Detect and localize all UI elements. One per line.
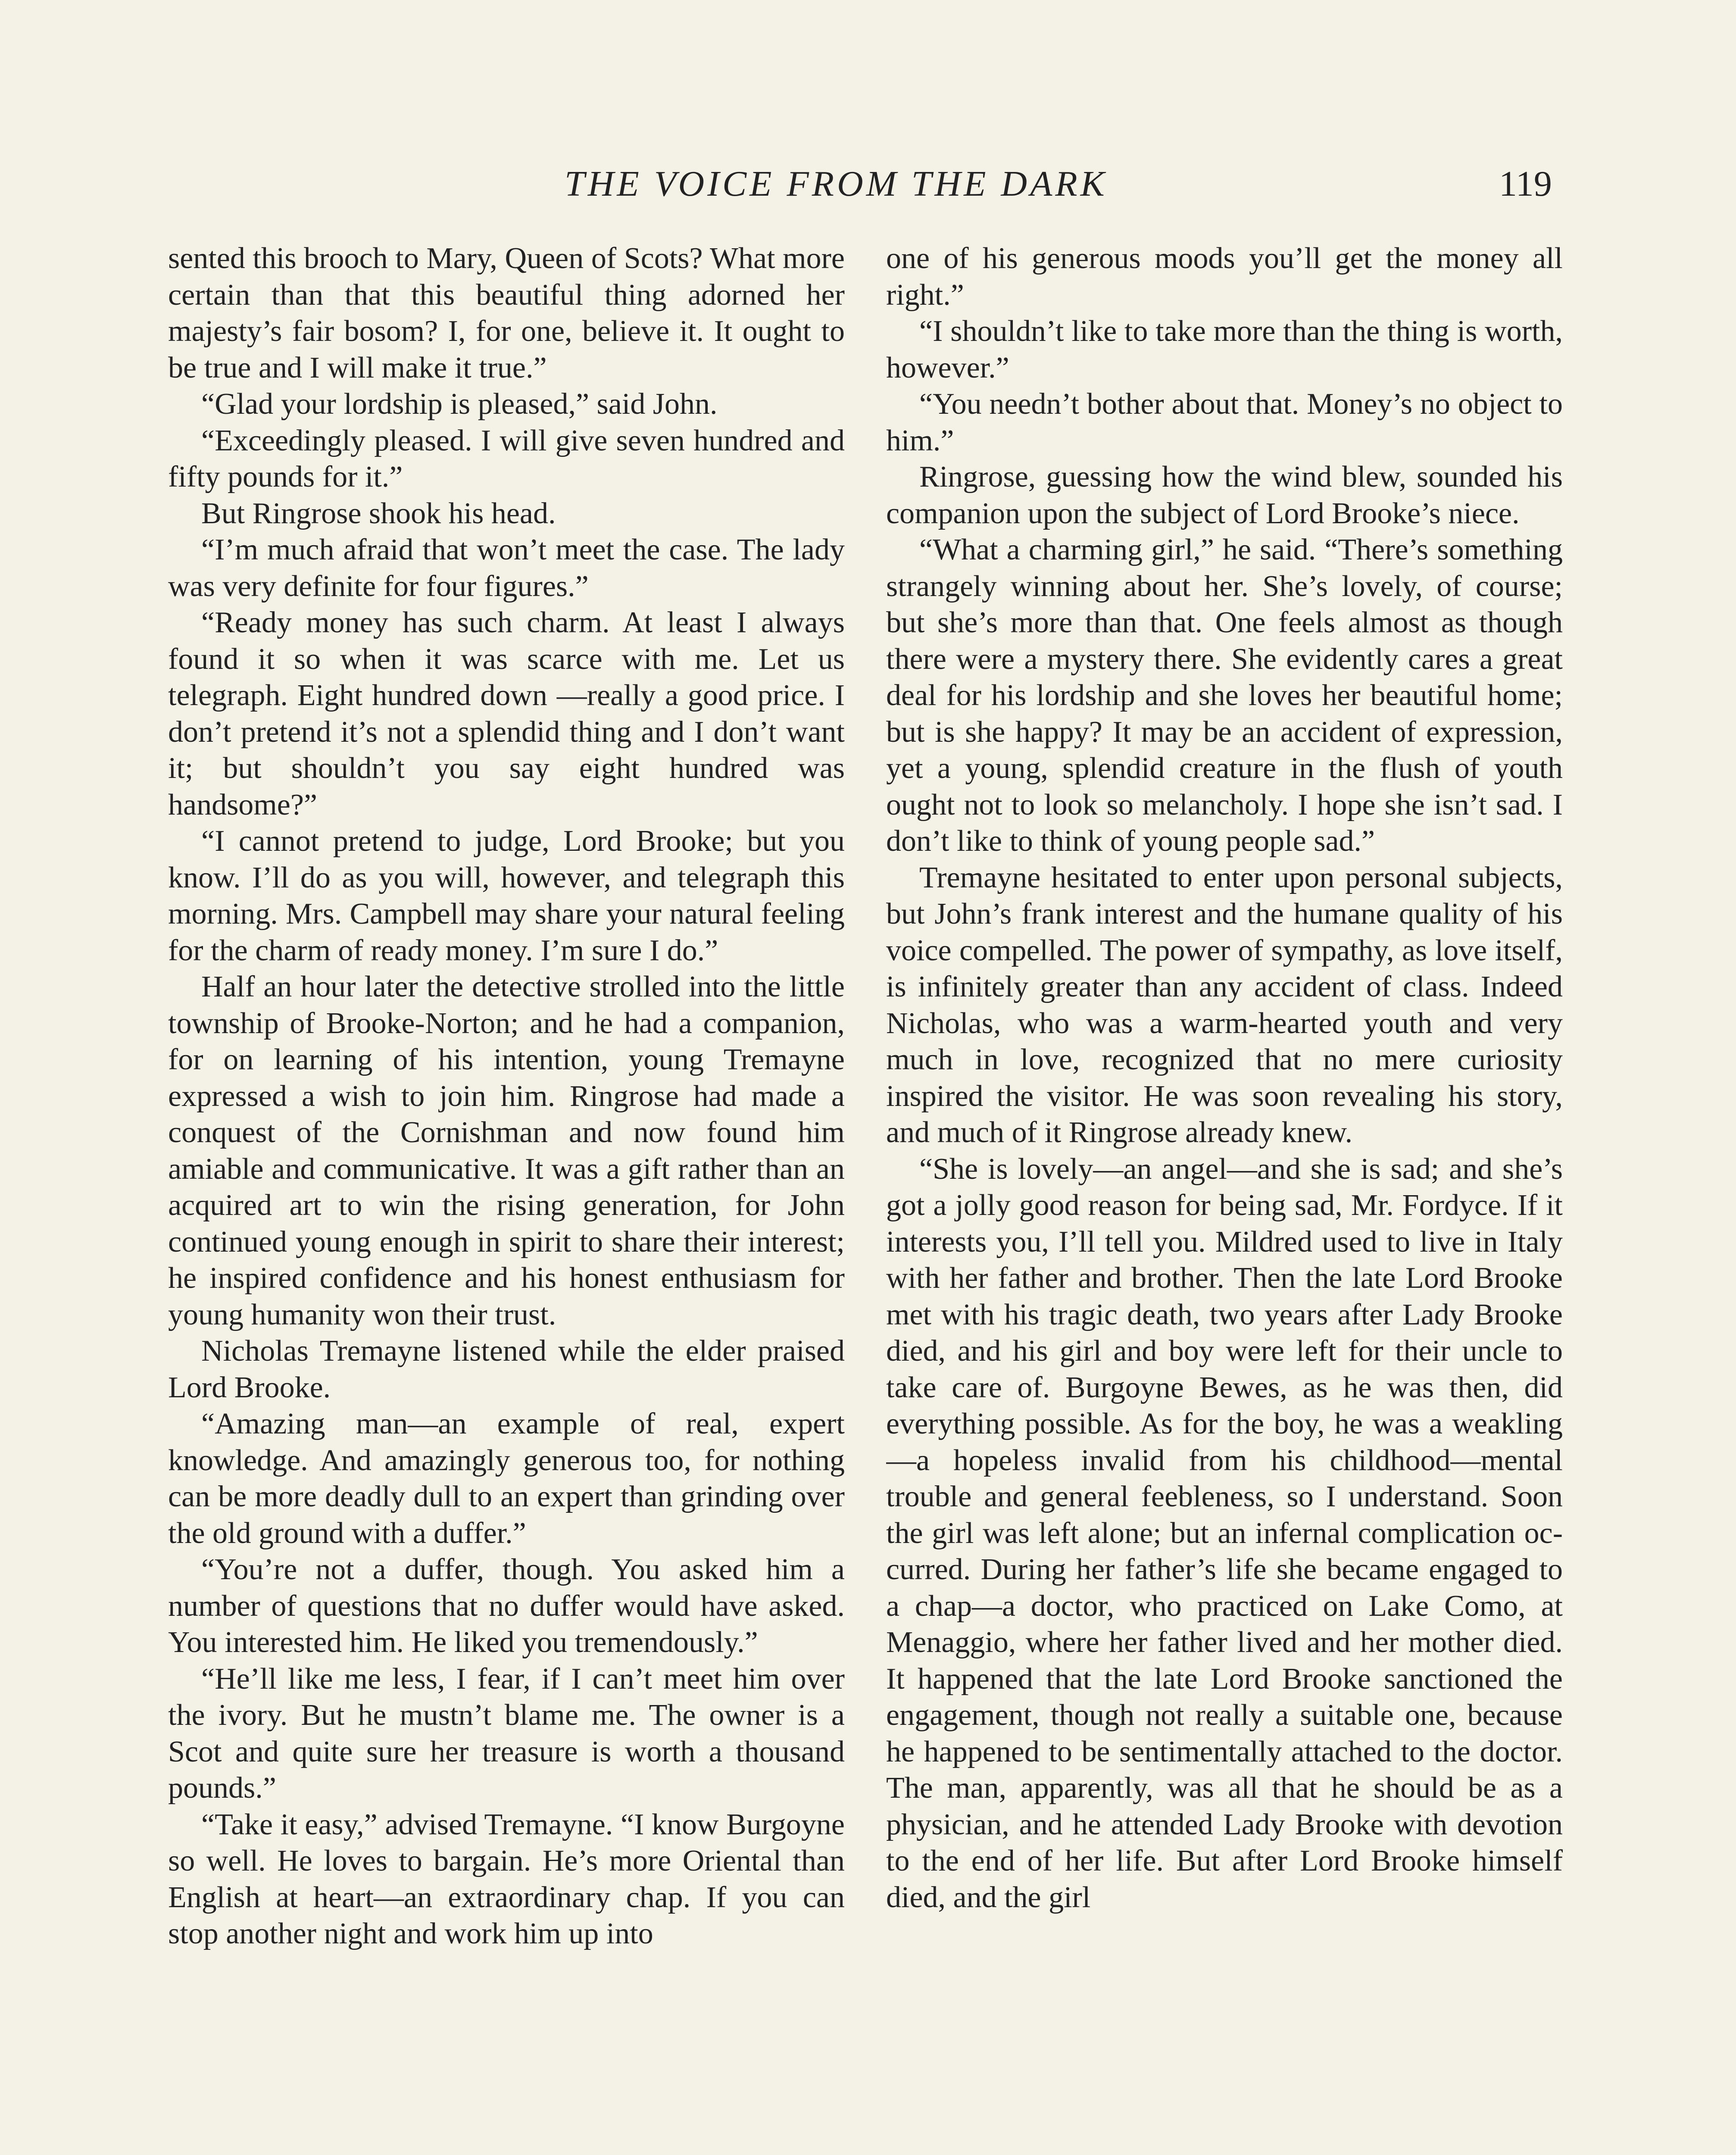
paragraph: “Amazing man—an example of real, expert knowledge. And amazingly generous too, for nothing can be more deadly dull to an expert than grinding over the old ground with a duffer.” — [168, 1407, 845, 1550]
paragraph: sented this brooch to Mary, Queen of Scots? What more certain than that this beautiful thing adorned her majesty’s fair bosom? I, for one, believe it. It ought to be true and I will make it true.” — [168, 242, 845, 384]
running-title: THE VOICE FROM THE DARK — [565, 164, 1108, 204]
paragraph: Tremayne hesitated to enter upon personal subjects, but John’s frank interest and the humane quality of his voice compelled. The power of sympathy, as love itself, is infinitely greater than any accident of class. Indeed Nicholas, who was a warm-hearted youth and very much in love, recognized that no mere curiosity inspired the visitor. He was soon revealing his story, and much of it Ringrose already knew. — [886, 861, 1563, 1149]
paragraph: “She is lovely—an angel—and she is sad; and she’s got a jolly good reason for being sad, Mr. Fordyce. If it interests you, I’ll tell you. Mildred used to live in Italy with her father and brother. Then the late Lord Brooke met with his tragic death, two years after Lady Brooke died, and his girl and boy were left for their uncle to take care of. Burgoyne Bewes, as he was then, did everything possible. As for the boy, he was a weakling—a hopeless invalid from his childhood—mental trouble and general feebleness, so I understand. Soon the girl was left alone; but an infernal complication occurred. During her father’s life she became engaged to a chap—a doctor, who practiced on Lake Como, at Menaggio, where her father lived and her mother died. It happened that the late Lord Brooke sanctioned the engagement, though not really a suitable one, because he happened to be sentimentally attached to the doctor. The man, apparently, was all that he should be as a physician, and he attended Lady Brooke with devotion to the end of her life. But after Lord Brooke himself died, and the girl — [886, 1152, 1563, 1914]
paragraph: “I shouldn’t like to take more than the thing is worth, however.” — [886, 315, 1563, 384]
paragraph: “Exceedingly pleased. I will give seven hundred and fifty pounds for it.” — [168, 424, 845, 493]
paragraph: “Take it easy,” advised Tremayne. “I know Burgoyne so well. He loves to bargain. He’s more Oriental than English at heart—an extraordinary chap. If you can stop another night and work him up into — [168, 1808, 845, 1950]
paragraph: “Ready money has such charm. At least I always found it so when it was scarce with me. Let us telegraph. Eight hundred down —really a good price. I don’t pretend it’s not a splendid thing and I don’t want it; but shouldn’t you say eight hundred was handsome?” — [168, 606, 845, 821]
paragraph: one of his generous moods you’ll get the money all right.” — [886, 242, 1563, 312]
running-header — [0, 163, 1736, 210]
paragraph: “You needn’t bother about that. Money’s no object to him.” — [886, 387, 1563, 457]
right-column — [886, 240, 1563, 2155]
paragraph: Nicholas Tremayne listened while the elder praised Lord Brooke. — [168, 1334, 845, 1404]
paragraph: “Glad your lordship is pleased,” said John. — [201, 387, 718, 421]
left-column — [168, 240, 845, 2155]
page-number: 119 — [1499, 164, 1552, 204]
paragraph: Half an hour later the detective strolled into the little township of Brooke-Norton; and he had a companion, for on learning of his intention, young Tremayne expressed a wish to join him. Ringrose had made a conquest of the Cornishman and now found him amiable and communicative. It was a gift rather than an acquired art to win the rising generation, for John continued young enough in spirit to share their interest; he inspired confidence and his honest enthusiasm for young humanity won their trust. — [168, 970, 845, 1331]
paragraph: But Ringrose shook his head. — [201, 497, 556, 530]
paragraph: “I cannot pretend to judge, Lord Brooke; but you know. I’ll do as you will, however, and telegraph this morning. Mrs. Campbell may share your natural feeling for the charm of ready money. I’m sure I do.” — [168, 825, 845, 967]
paragraph: “What a charming girl,” he said. “There’s something strangely winning about her. She’s lovely, of course; but she’s more than that. One feels almost as though there were a mystery there. She evidently cares a great deal for his lordship and she loves her beautiful home; but is she happy? It may be an accident of expression, yet a young, splendid creature in the flush of youth ought not to look so melancholy. I hope she isn’t sad. I don’t like to think of young people sad.” — [886, 533, 1563, 858]
paragraph: “You’re not a duffer, though. You asked him a number of questions that no duffer would have asked. You interested him. He liked you tremendously.” — [168, 1553, 845, 1659]
paragraph: “I’m much afraid that won’t meet the case. The lady was very definite for four figures.” — [168, 533, 845, 603]
paragraph: “He’ll like me less, I fear, if I can’t meet him over the ivory. But he mustn’t blame me. The owner is a Scot and quite sure her treasure is worth a thousand pounds.” — [168, 1662, 845, 1805]
paragraph: Ringrose, guessing how the wind blew, sounded his companion upon the subject of Lord Brooke’s niece. — [886, 460, 1563, 530]
